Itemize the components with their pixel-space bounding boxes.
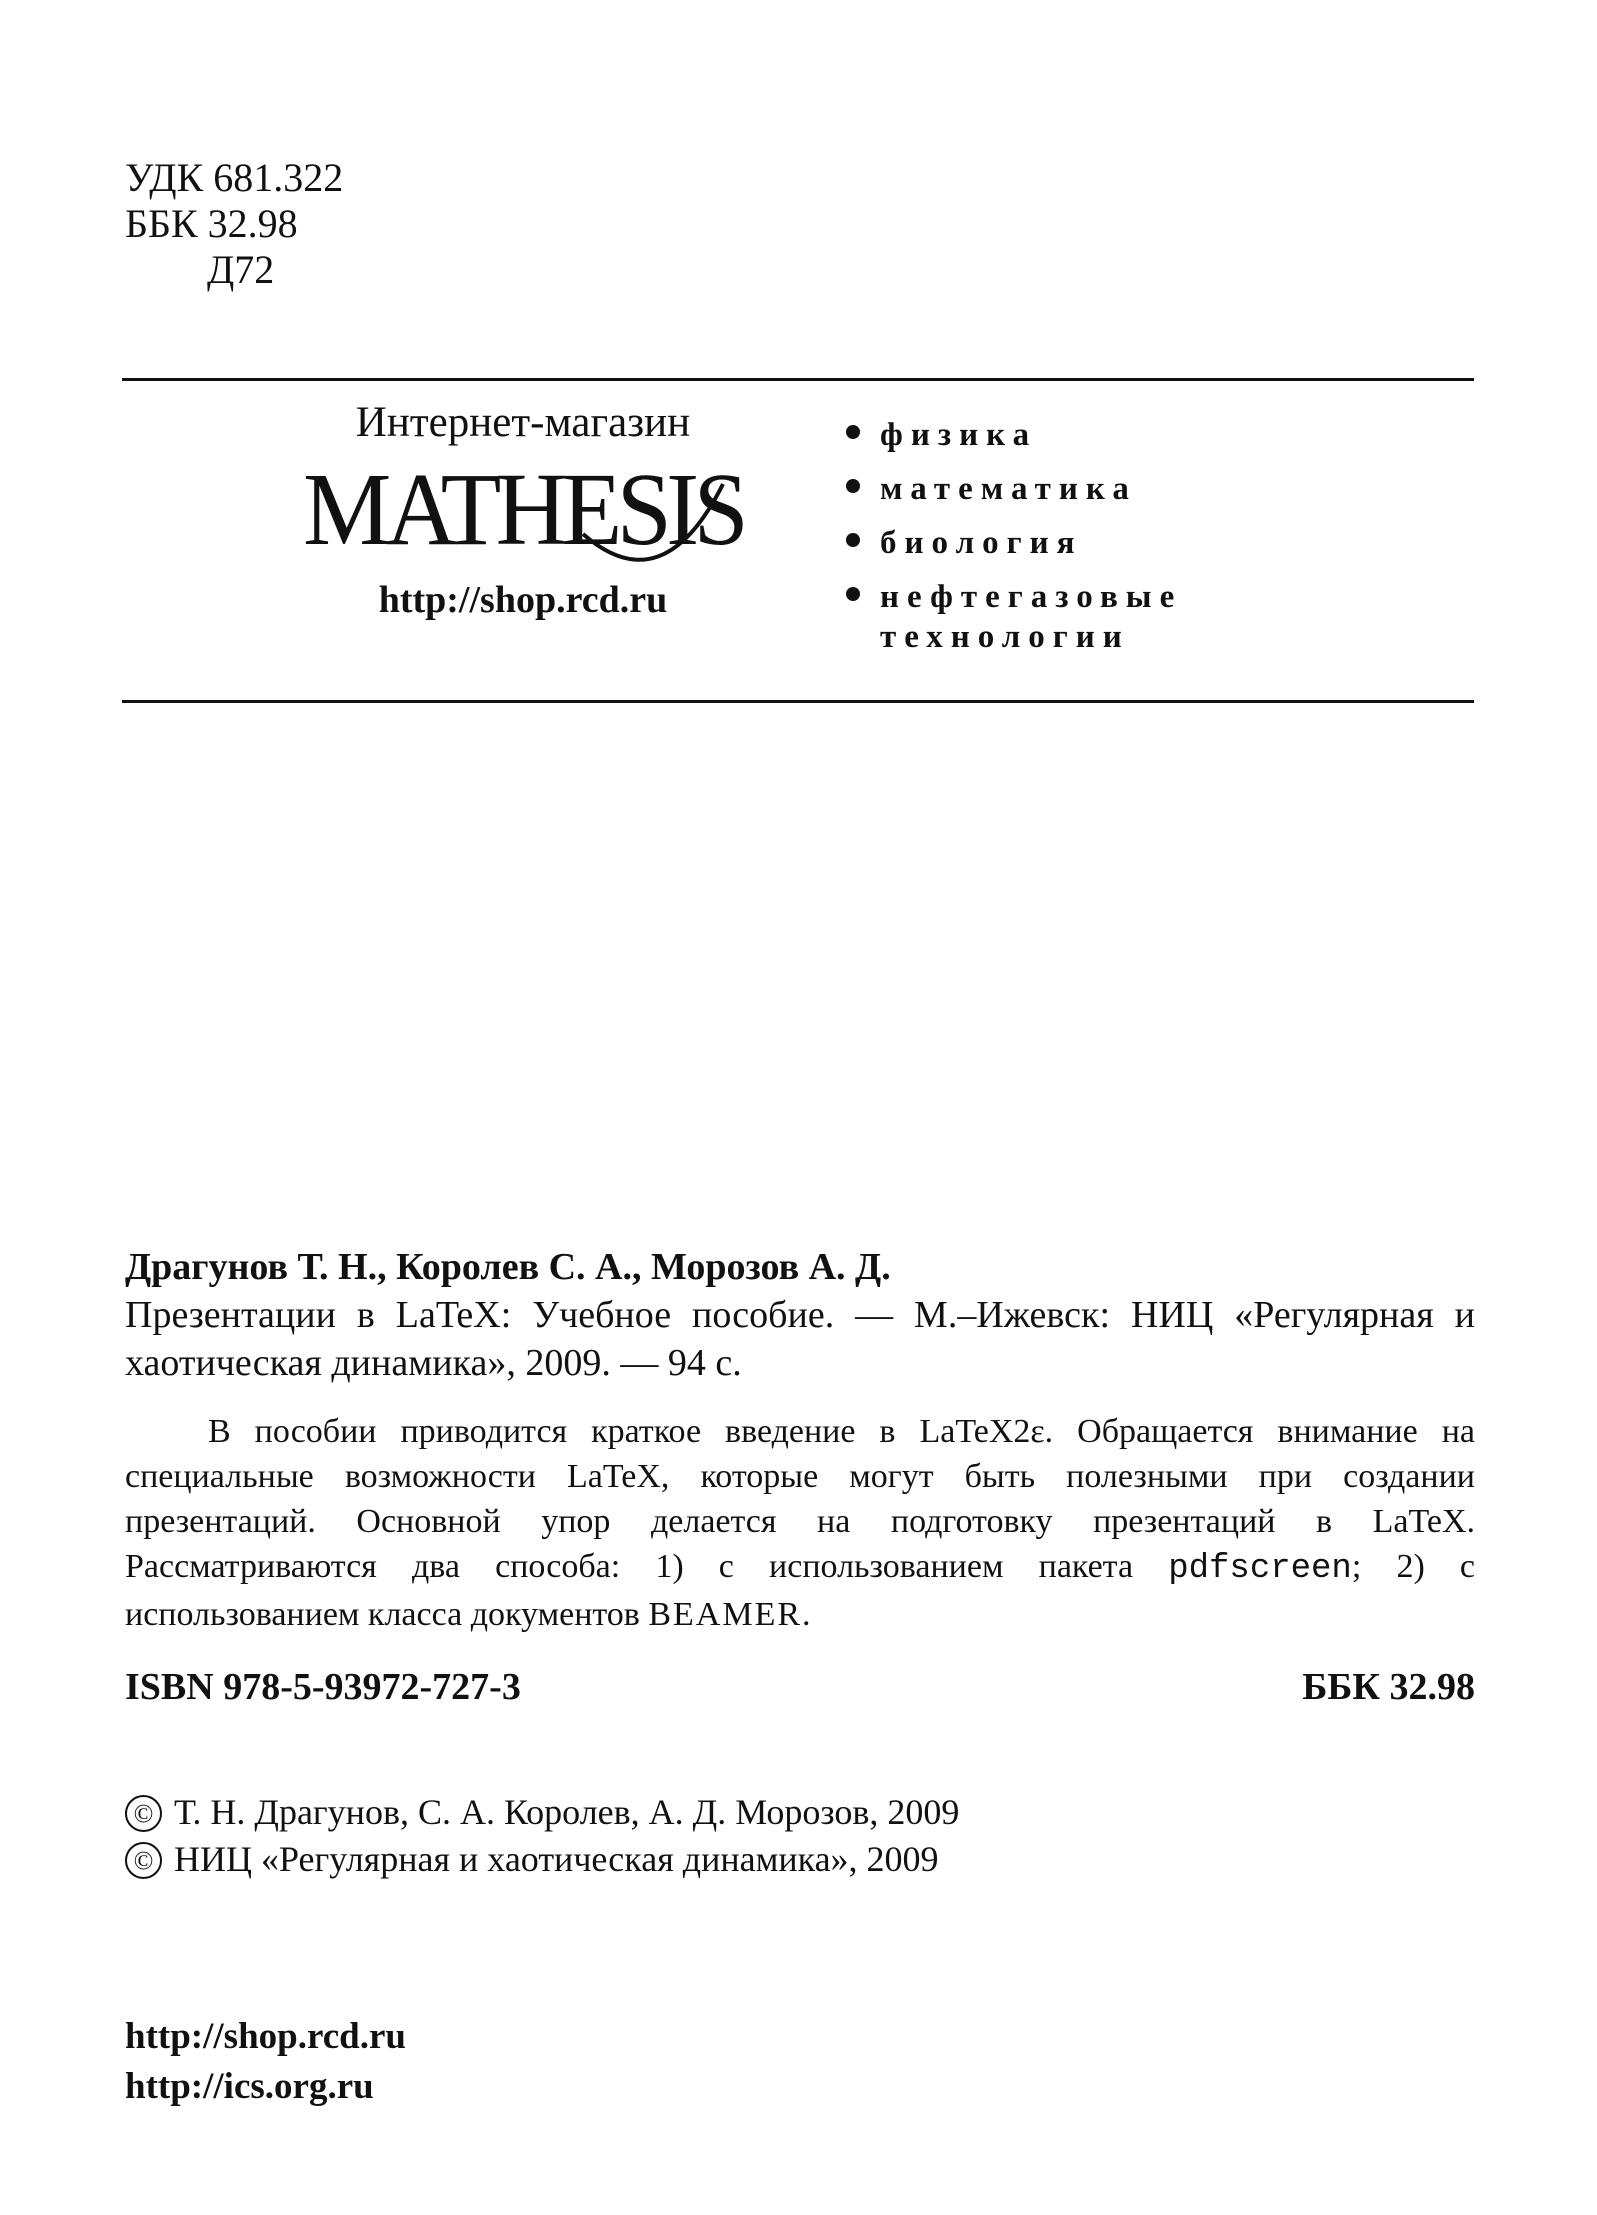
author-mark: Д72: [207, 247, 275, 292]
mathesis-logo: [283, 454, 763, 574]
topic-item: биология: [846, 516, 1182, 570]
bullet-icon: [846, 425, 860, 439]
bullet-icon: [846, 587, 860, 601]
topic-item: нефтегазовые: [846, 570, 1182, 624]
udk-code: УДК 681.322: [125, 155, 344, 200]
mathesis-logo-text: MATHESIS: [303, 454, 744, 567]
latex-logo: LaTeX2ε: [919, 1413, 1045, 1450]
link-shop[interactable]: http://shop.rcd.ru: [125, 2016, 406, 2057]
authors: Драгунов Т. Н., Королев С. А., Морозов А. Д.: [125, 1246, 891, 1288]
bottom-divider: [122, 700, 1474, 703]
classification-block: [125, 155, 343, 293]
copyright-block: [125, 1789, 959, 1883]
shop-title: Интернет-магазин: [355, 399, 691, 446]
shop-ad: [268, 398, 778, 622]
links-block: [125, 2012, 406, 2112]
abstract: В пособии приводится краткое введение в LaTeX2ε. Обращается внимание на специальные возможности LaTeX, которые могут быть полезными при создании презентаций. Основной упор делается на подготовку презентаций в LaTeX. Рассматриваются два способа: 1) с использованием пакета pdfscreen; 2) с использованием класса документов BEAMER.: [125, 1413, 1476, 1633]
bbk-code: ББК 32.98: [125, 201, 298, 246]
latex-logo: LaTeX: [395, 1294, 501, 1336]
latex-logo: LaTeX: [567, 1458, 661, 1495]
topic-continuation: технологии: [880, 619, 1130, 655]
copyright-icon: ©: [125, 1795, 162, 1832]
bullet-icon: [846, 533, 860, 547]
document-class: BEAMER: [648, 1596, 803, 1633]
isbn-row: [125, 1664, 1475, 1710]
copyright-line: © НИЦ «Регулярная и хаотическая динамика», 2009: [125, 1836, 959, 1883]
shop-url[interactable]: http://shop.rcd.ru: [378, 579, 668, 621]
package-name: pdfscreen: [1168, 1550, 1352, 1588]
link-ics[interactable]: http://ics.org.ru: [125, 2066, 374, 2107]
bbk-index: ББК 32.98: [1302, 1666, 1475, 1708]
topic-item: физика: [846, 408, 1182, 462]
book-record: Презентации в LaTeX: Учебное пособие. — М.–Ижевск: НИЦ «Регулярная и хаотическая динамика», 2009. — 94 с.: [125, 1294, 1476, 1384]
bibliographic-record: [125, 1243, 1475, 1637]
copyright-line: © Т. Н. Драгунов, С. А. Королев, А. Д. Морозов, 2009: [125, 1789, 959, 1836]
topic-list: [846, 408, 1182, 664]
top-divider: [122, 378, 1474, 381]
bullet-icon: [846, 479, 860, 493]
topic-item: математика: [846, 462, 1182, 516]
isbn: ISBN 978-5-93972-727-3: [125, 1666, 521, 1708]
latex-logo: LaTeX: [1372, 1503, 1467, 1540]
copyright-icon: ©: [125, 1842, 162, 1879]
